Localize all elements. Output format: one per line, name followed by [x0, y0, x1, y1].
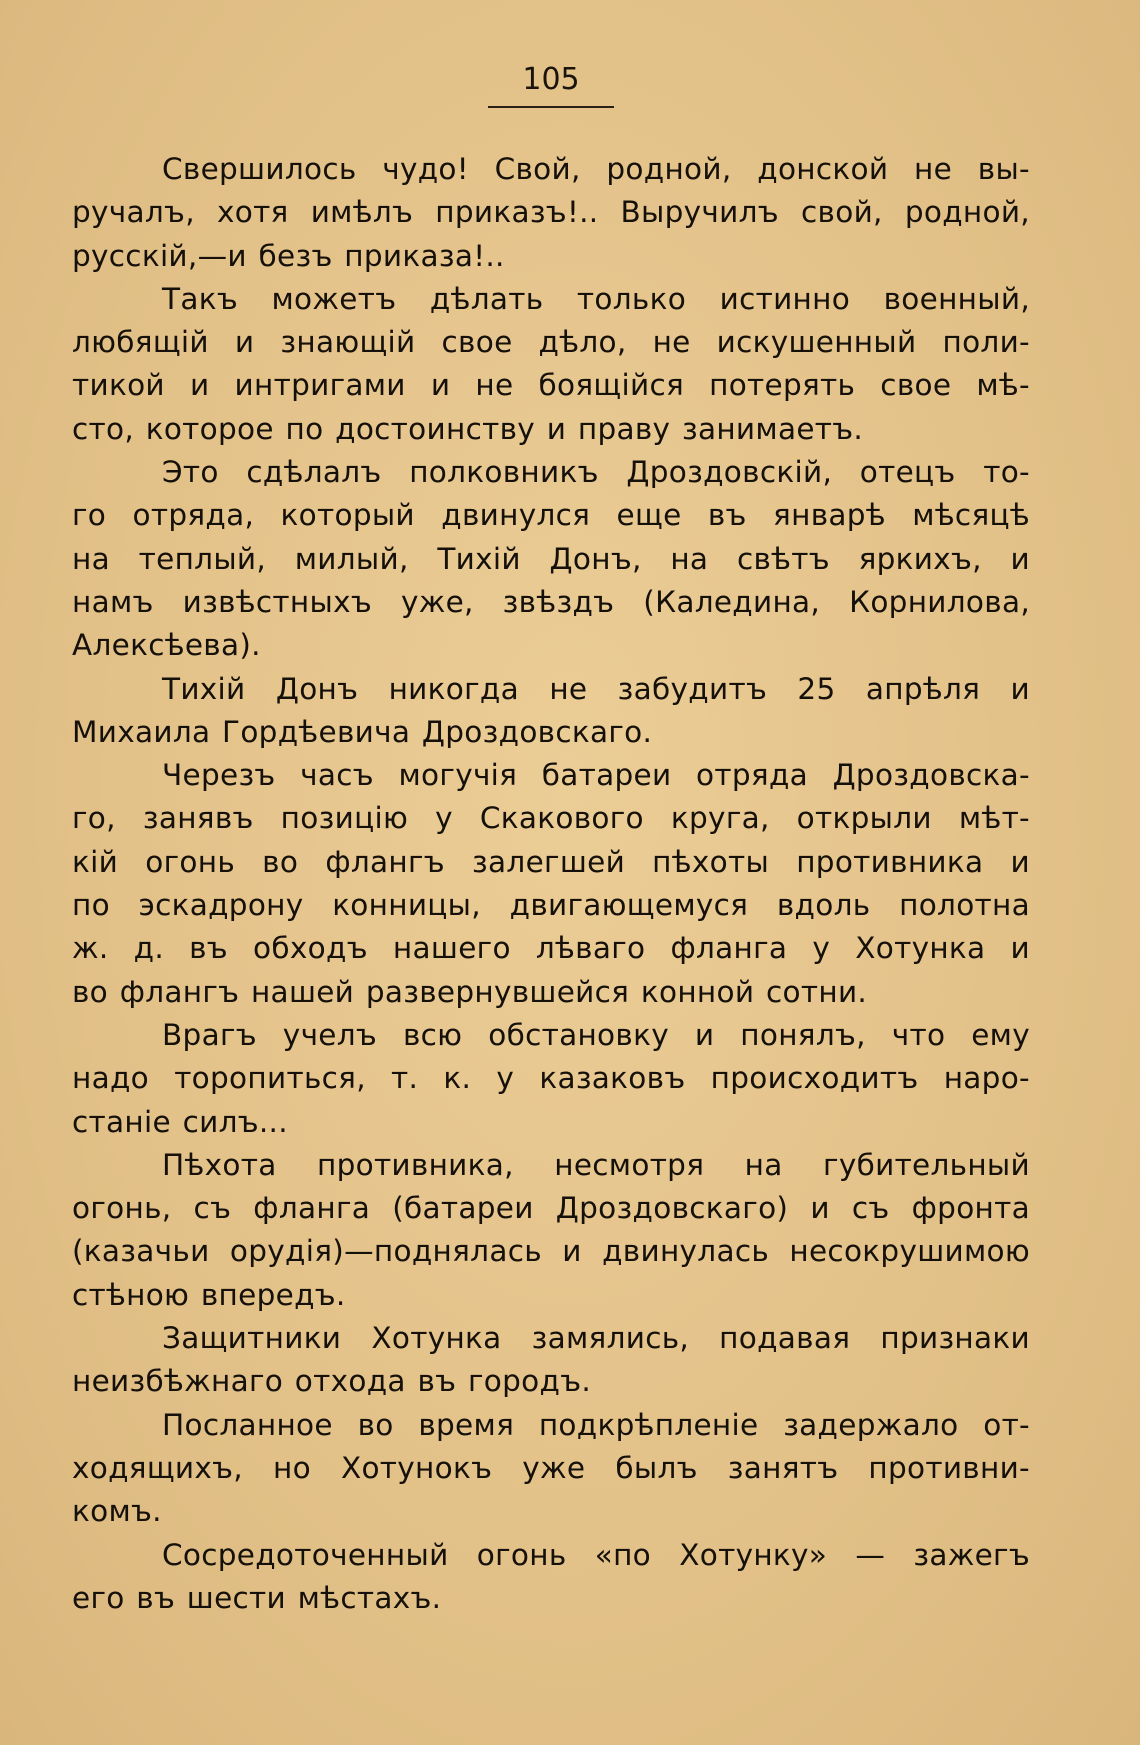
text-line: Посланное во время подкрѣпленіе задержало от-	[162, 1407, 1030, 1442]
text-line: любящій и знающій свое дѣло, не искушенный поли-	[72, 325, 1030, 360]
text-line: Такъ можетъ дѣлать только истинно военный,	[162, 281, 1030, 316]
text-line: кій огонь во флангъ залегшей пѣхоты противника и	[72, 844, 1030, 879]
text-line: русскій,—и безъ приказа!..	[72, 238, 505, 273]
text-line: на теплый, милый, Тихій Донъ, на свѣтъ яркихъ, и	[72, 541, 1030, 576]
text-line: го отряда, который двинулся еще въ январѣ мѣсяцѣ	[72, 498, 1030, 533]
text-line: Черезъ часъ могучія батареи отряда Дроздовска-	[162, 758, 1030, 793]
text-line: намъ извѣстныхъ уже, звѣздъ (Каледина, Корнилова,	[72, 584, 1030, 619]
text-line: ручалъ, хотя имѣлъ приказъ!.. Выручилъ свой, родной,	[72, 195, 1030, 230]
text-line: Защитники Хотунка замялись, подавая признаки	[162, 1321, 1030, 1356]
text-line: огонь, съ фланга (батареи Дроздовскаго) и съ фронта	[72, 1191, 1030, 1226]
text-line: стѣною впередъ.	[72, 1277, 346, 1312]
text-line: Свершилось чудо! Свой, родной, донской не вы-	[162, 152, 1030, 186]
page-number-rule	[488, 106, 614, 108]
text-line: ж. д. въ обходъ нашего лѣваго фланга у Хотунка и	[72, 931, 1030, 966]
text-line: его въ шести мѣстахъ.	[72, 1580, 442, 1615]
text-line: Пѣхота противника, несмотря на губительный	[162, 1147, 1030, 1182]
text-line: Алексѣева).	[72, 628, 261, 663]
text-line: Сосредоточенный огонь «по Хотунку» — зажегъ	[162, 1537, 1030, 1572]
text-line: го, занявъ позицію у Скакового круга, открыли мѣт-	[72, 801, 1030, 836]
text-line: Это сдѣлалъ полковникъ Дроздовскій, отецъ то-	[162, 455, 1030, 490]
text-line: надо торопиться, т. к. у казаковъ происходитъ наро-	[72, 1061, 1030, 1096]
text-line: неизбѣжнаго отхода въ городъ.	[72, 1364, 592, 1399]
text-line: тикой и интригами и не боящійся потерять свое мѣ-	[72, 368, 1030, 403]
text-line: по эскадрону конницы, двигающемуся вдоль полотна	[72, 888, 1030, 923]
text-line: во флангъ нашей развернувшейся конной сотни.	[72, 974, 868, 1009]
text-line: Михаила Гордѣевича Дроздовскаго.	[72, 714, 653, 749]
page-number: 105	[522, 62, 580, 97]
text-line: комъ.	[72, 1494, 162, 1529]
text-line: станіе силъ...	[72, 1104, 288, 1139]
text-line: (казачьи орудія)—поднялась и двинулась несокрушимою	[72, 1234, 1030, 1269]
body-text	[72, 148, 1030, 1620]
text-line: Тихій Донъ никогда не забудитъ 25 апрѣля и	[162, 671, 1030, 706]
text-line: ходящихъ, но Хотунокъ уже былъ занятъ противни-	[72, 1450, 1030, 1485]
text-line: Врагъ учелъ всю обстановку и понялъ, что ему	[162, 1017, 1030, 1052]
text-line: сто, которое по достоинству и праву занимаетъ.	[72, 411, 864, 446]
